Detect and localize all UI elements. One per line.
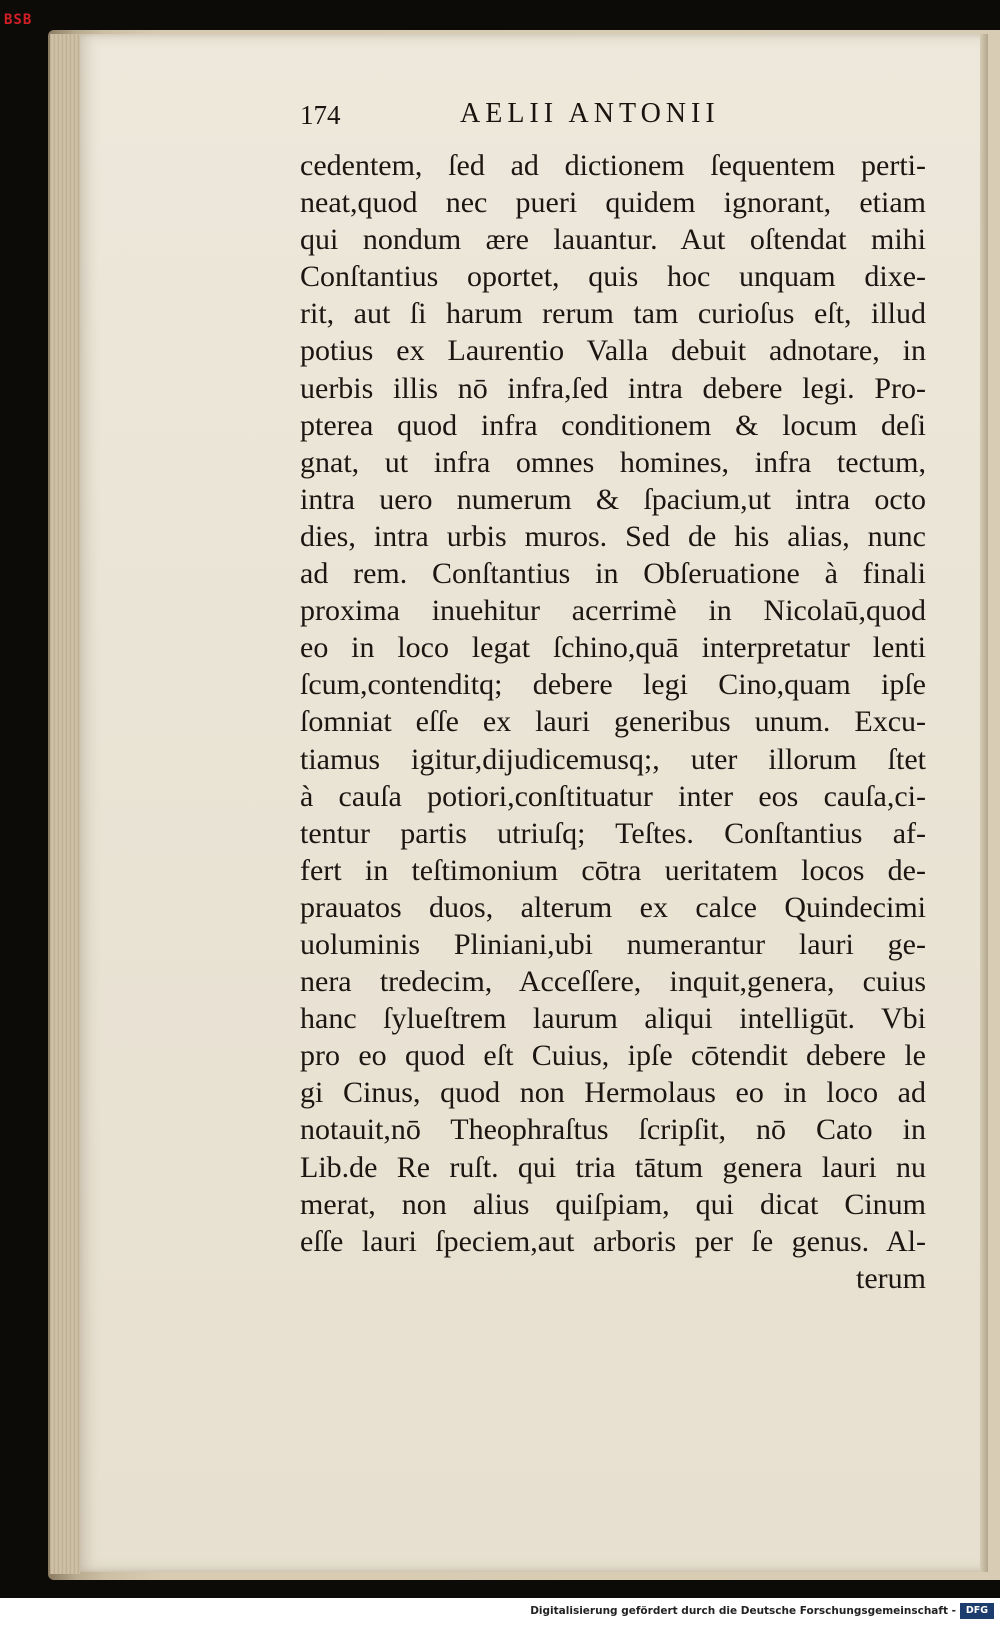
funding-credit: Digitalisierung gefördert durch die Deutsche Forschungsgemeinschaft -: [530, 1605, 956, 1617]
text-line: pterea quod infra conditionem & locum deſi: [300, 408, 926, 442]
text-line: gi Cinus, quod non Hermolaus eo in loco ad: [300, 1076, 926, 1110]
text-line: Conſtantius oportet, quis hoc unquam dixe-: [300, 260, 926, 294]
text-line: gnat, ut infra omnes homines, infra tectum,: [300, 445, 926, 479]
text-line: uoluminis Pliniani,ubi numerantur lauri ge-: [300, 927, 926, 961]
text-line: ad rem. Conſtantius in Obſeruatione à finali: [300, 557, 926, 591]
text-line: eſſe lauri ſpeciem,aut arboris per ſe genus. Al-: [300, 1224, 926, 1258]
text-line: notauit,nō Theophraſtus ſcripſit, nō Cato in: [300, 1113, 926, 1147]
dfg-logo: DFG: [960, 1603, 994, 1619]
text-line: intra uero numerum & ſpacium,ut intra octo: [300, 482, 926, 516]
text-line: neat,quod nec pueri quidem ignorant, etiam: [300, 186, 926, 220]
text-line: Lib.de Re ruſt. qui tria tātum genera lauri nu: [300, 1150, 926, 1184]
text-line: qui nondum ære lauantur. Aut oſtendat mihi: [300, 223, 926, 257]
bsb-logo: BSB: [4, 12, 33, 28]
text-line: uerbis illis nō infra,ſed intra debere legi. Pro-: [300, 371, 926, 405]
text-line: rit, aut ſi harum rerum tam curioſus eſt, illud: [300, 297, 926, 331]
text-line: nera tredecim, Acceſſere, inquit,genera, cuius: [300, 965, 926, 999]
text-line: merat, non alius quiſpiam, qui dicat Cinum: [300, 1187, 926, 1221]
text-line: eo in loco legat ſchino,quā interpretatur lenti: [300, 631, 926, 665]
text-line: cedentem, ſed ad dictionem ſequentem perti-: [300, 149, 926, 182]
text-line: fert in teſtimonium cōtra ueritatem locos de-: [300, 853, 926, 887]
text-line: ſomniat eſſe ex lauri generibus unum. Excu-: [300, 705, 926, 739]
text-line: ſcum,contenditq; debere legi Cino,quam ipſe: [300, 668, 926, 702]
running-head: AELII ANTONII: [460, 98, 720, 129]
text-line: tentur partis utriuſq; Teſtes. Conſtantius af-: [300, 816, 926, 850]
text-line: potius ex Laurentio Valla debuit adnotare, in: [300, 334, 926, 368]
text-line: dies, intra urbis muros. Sed de his alias, nunc: [300, 519, 926, 553]
text-line: proxima inuehitur acerrimè in Nicolaū,quod: [300, 594, 926, 628]
text-line: tiamus igitur,dijudicemusq;, uter illorum ſtet: [300, 742, 926, 776]
text-line: prauatos duos, alterum ex calce Quindecimi: [300, 890, 926, 924]
page-header: [300, 98, 940, 138]
text-line: à cauſa potiori,conſtituatur inter eos cauſa,ci-: [300, 779, 926, 813]
page-right-edge: [980, 34, 988, 1572]
page-number: 174: [300, 100, 341, 130]
text-line: terum: [856, 1261, 926, 1295]
text-line: hanc ſylueſtrem laurum aliqui intelligūt. Vbi: [300, 1002, 926, 1036]
page-stack-edge: [50, 34, 80, 1574]
footer-bar: [0, 1598, 1000, 1626]
body-text: [300, 147, 926, 1297]
text-line: pro eo quod eſt Cuius, ipſe cōtendit debere le: [300, 1039, 926, 1073]
